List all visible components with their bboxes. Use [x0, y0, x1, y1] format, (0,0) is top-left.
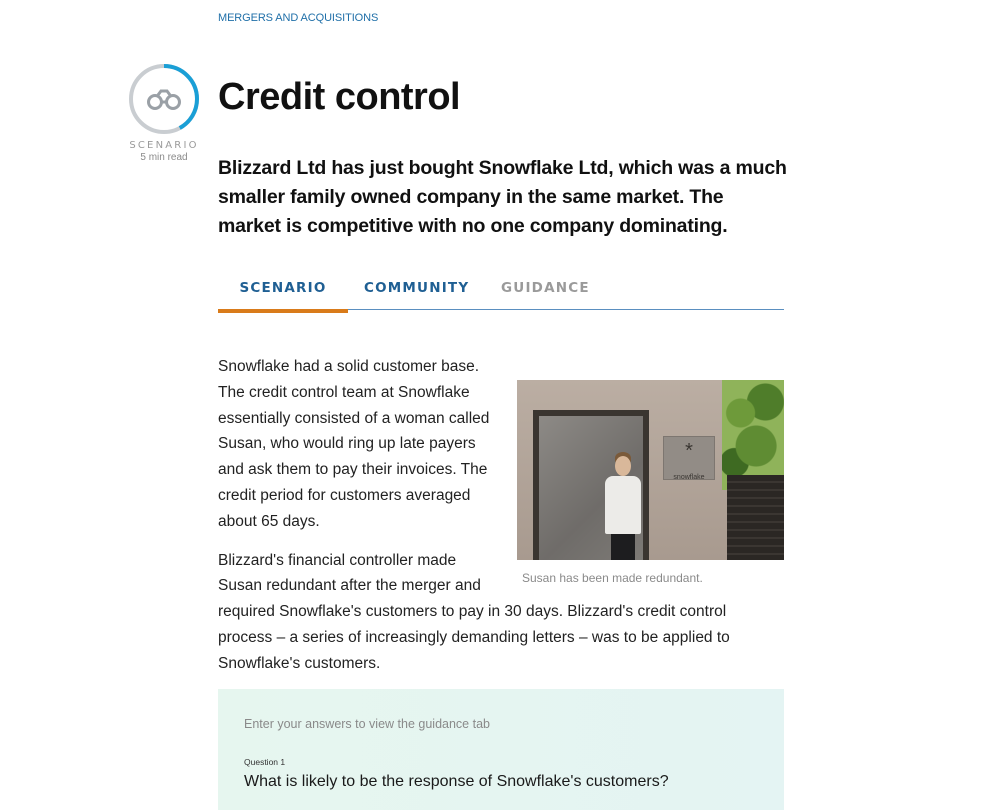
tab-guidance: GUIDANCE [501, 280, 590, 296]
answer-hint: Enter your answers to view the guidance tab [244, 717, 490, 731]
question-number: Question 1 [244, 757, 286, 767]
intro-text: Blizzard Ltd has just bought Snowflake Ltd, which was a much smaller family owned company in the same market. The market is competitive with no one company dominating. [218, 157, 787, 237]
answer-panel [218, 689, 784, 810]
page-title: Credit control [218, 76, 461, 118]
plaque-text: snowflake [673, 474, 705, 481]
question-text: What is likely to be the response of Snowflake's customers? [244, 773, 669, 790]
binoculars-icon [149, 91, 180, 109]
tab-scenario[interactable]: SCENARIO [218, 280, 348, 313]
content-type-label: SCENARIO [129, 140, 199, 151]
scenario-figure [517, 380, 784, 586]
read-time: 5 min read [140, 152, 188, 163]
tab-bar [218, 272, 784, 310]
scenario-body [218, 354, 784, 690]
snowflake-logo-icon: * [685, 440, 693, 462]
breadcrumb[interactable]: MERGERS AND ACQUISITIONS [218, 12, 379, 24]
company-plaque [663, 436, 715, 480]
tab-community[interactable]: COMMUNITY [364, 280, 470, 296]
figure-caption: Susan has been made redundant. [522, 571, 703, 585]
reading-progress-ring [127, 62, 201, 136]
body-paragraph-2: Blizzard's financial controller made Susan redundant after the merger and required Snowflake's customers to pay in 30 days. Blizzard's credit control process – a series of increasingly demanding letters – was to be applied to Snowflake's customers. [218, 551, 730, 672]
scenario-badge [127, 62, 201, 163]
scenario-photo [517, 380, 784, 560]
body-paragraph-1: Snowflake had a solid customer base. The credit control team at Snowflake essentially consisted of a woman called Susan, who would ring up late payers and ask them to pay their invoices. The credit period for customers averaged about 65 days. [218, 358, 490, 530]
person-figure [601, 456, 645, 560]
